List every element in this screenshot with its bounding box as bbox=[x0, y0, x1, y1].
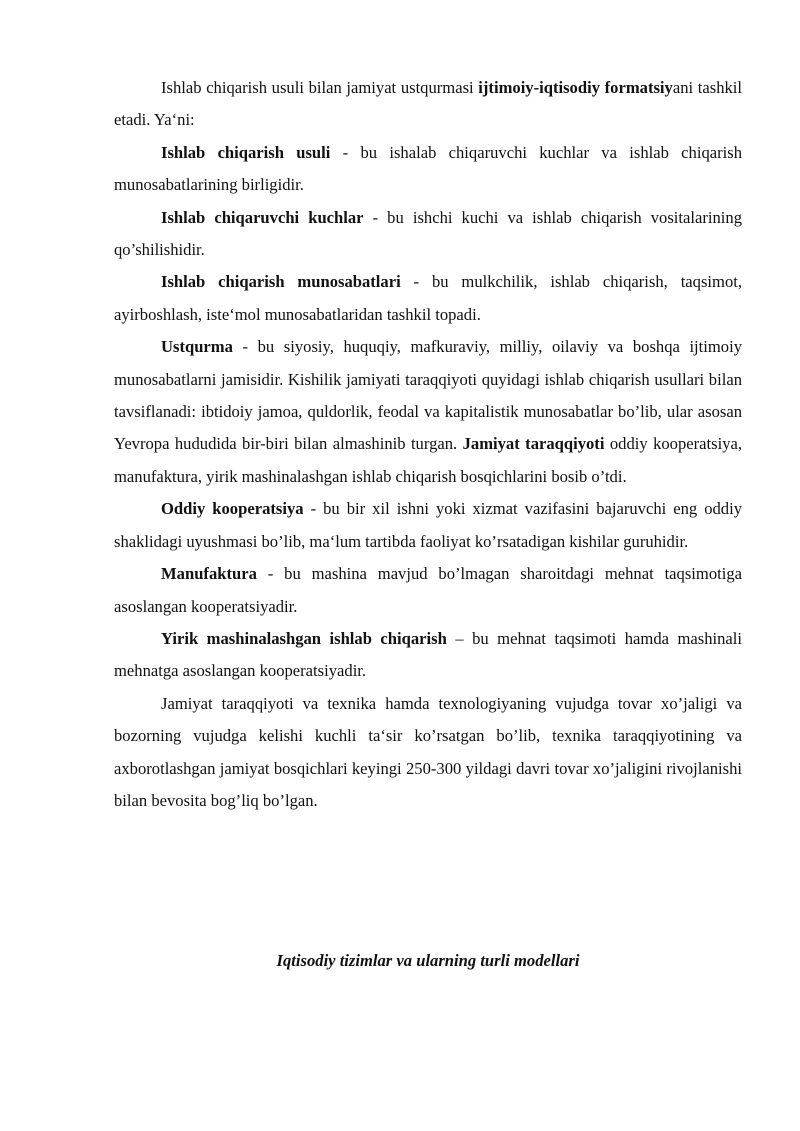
paragraph-simple-cooperation bbox=[114, 493, 742, 558]
paragraph-text: Jamiyat taraqqiyoti va texnika hamda texnologiyaning vujudga tovar xo’jaligi va bozorning vujudga kelishi kuchli ta‘sir ko’rsatgan bo’lib, texnika taraqqiyotining va axborotlashgan jamiyat bosqichlari keyingi 250-300 yildagi davri tovar xo’jaligini rivojlanishi bilan bevosita bog’liq bo’lgan. bbox=[114, 693, 742, 810]
defined-term: Ishlab chiqaruvchi kuchlar bbox=[161, 207, 364, 227]
paragraph-superstructure bbox=[114, 331, 742, 493]
paragraph-text: - bu ishalab chiqaruvchi kuchlar va ishlab chiqarish munosabatlarining birligidir. bbox=[114, 142, 742, 195]
defined-term: ijtimoiy-iqtisodiy formatsiy bbox=[478, 78, 673, 97]
paragraph-text: ani tashkil etadi. Ya‘ni: bbox=[114, 78, 743, 130]
paragraph-production-method bbox=[114, 137, 742, 202]
paragraph-formation bbox=[114, 72, 742, 137]
paragraph-text: - bu mashina mavjud bo’lmagan sharoitdagi mehnat taqsimotiga asoslangan kooperatsiyadir. bbox=[114, 564, 742, 616]
defined-term: Manufaktura bbox=[161, 564, 257, 584]
paragraph-machine-production bbox=[114, 623, 742, 688]
paragraph-production-relations bbox=[114, 266, 742, 331]
paragraph-text: - bu bir xil ishni yoki xizmat vazifasini bajaruvchi eng oddiy shaklidagi uyushmasi bo’lib, ma‘lum tartibda faoliyat ko’rsatadigan kishilar guruhidir. bbox=[114, 499, 743, 551]
paragraph-society-development bbox=[114, 688, 742, 818]
defined-term: Oddiy kooperatsiya bbox=[161, 499, 304, 519]
spacer bbox=[114, 817, 742, 945]
paragraph-text: - bu siyosiy, huquqiy, mafkuraviy, milliy, oilaviy va boshqa ijtimoiy munosabatlarni jamisidir. Kishilik jamiyati taraqqiyoti quyidagi ishlab chiqarish usullari bilan tavsiflanadi: ibtidoiy jamoa, quldorlik, feodal va kapitalistik munosabatlar bo’lib, ular asosan Yevropa hududida bir-biri bilan almashinib turgan. bbox=[114, 337, 742, 454]
defined-term: Jamiyat taraqqiyoti bbox=[462, 434, 605, 454]
document-page bbox=[114, 72, 742, 977]
defined-term: Ishlab chiqarish munosabatlari bbox=[161, 272, 401, 292]
paragraph-text: - bu ishchi kuchi va ishlab chiqarish vositalarining qo’shilishidir. bbox=[114, 207, 742, 260]
paragraph-productive-forces bbox=[114, 202, 742, 267]
paragraph-text: - bu mulkchilik, ishlab chiqarish, taqsimot, ayirboshlash, iste‘mol munosabatlaridan tashkil topadi. bbox=[114, 272, 742, 324]
paragraph-manufactory bbox=[114, 558, 742, 623]
section-heading: Iqtisodiy tizimlar va ularning turli modellari bbox=[276, 951, 580, 971]
defined-term: Ustqurma bbox=[161, 337, 233, 357]
paragraph-text: Ishlab chiqarish usuli bilan jamiyat ustqurmasi bbox=[161, 78, 479, 97]
defined-term: Yirik mashinalashgan ishlab chiqarish bbox=[161, 628, 447, 648]
defined-term: Ishlab chiqarish usuli bbox=[161, 142, 331, 162]
paragraph-text: – bu mehnat taqsimoti hamda mashinali mehnatga asoslangan kooperatsiyadir. bbox=[114, 628, 742, 681]
paragraph-text: oddiy kooperatsiya, manufaktura, yirik mashinalashgan ishlab chiqarish bosqichlarini bosib o’tdi. bbox=[114, 434, 743, 486]
